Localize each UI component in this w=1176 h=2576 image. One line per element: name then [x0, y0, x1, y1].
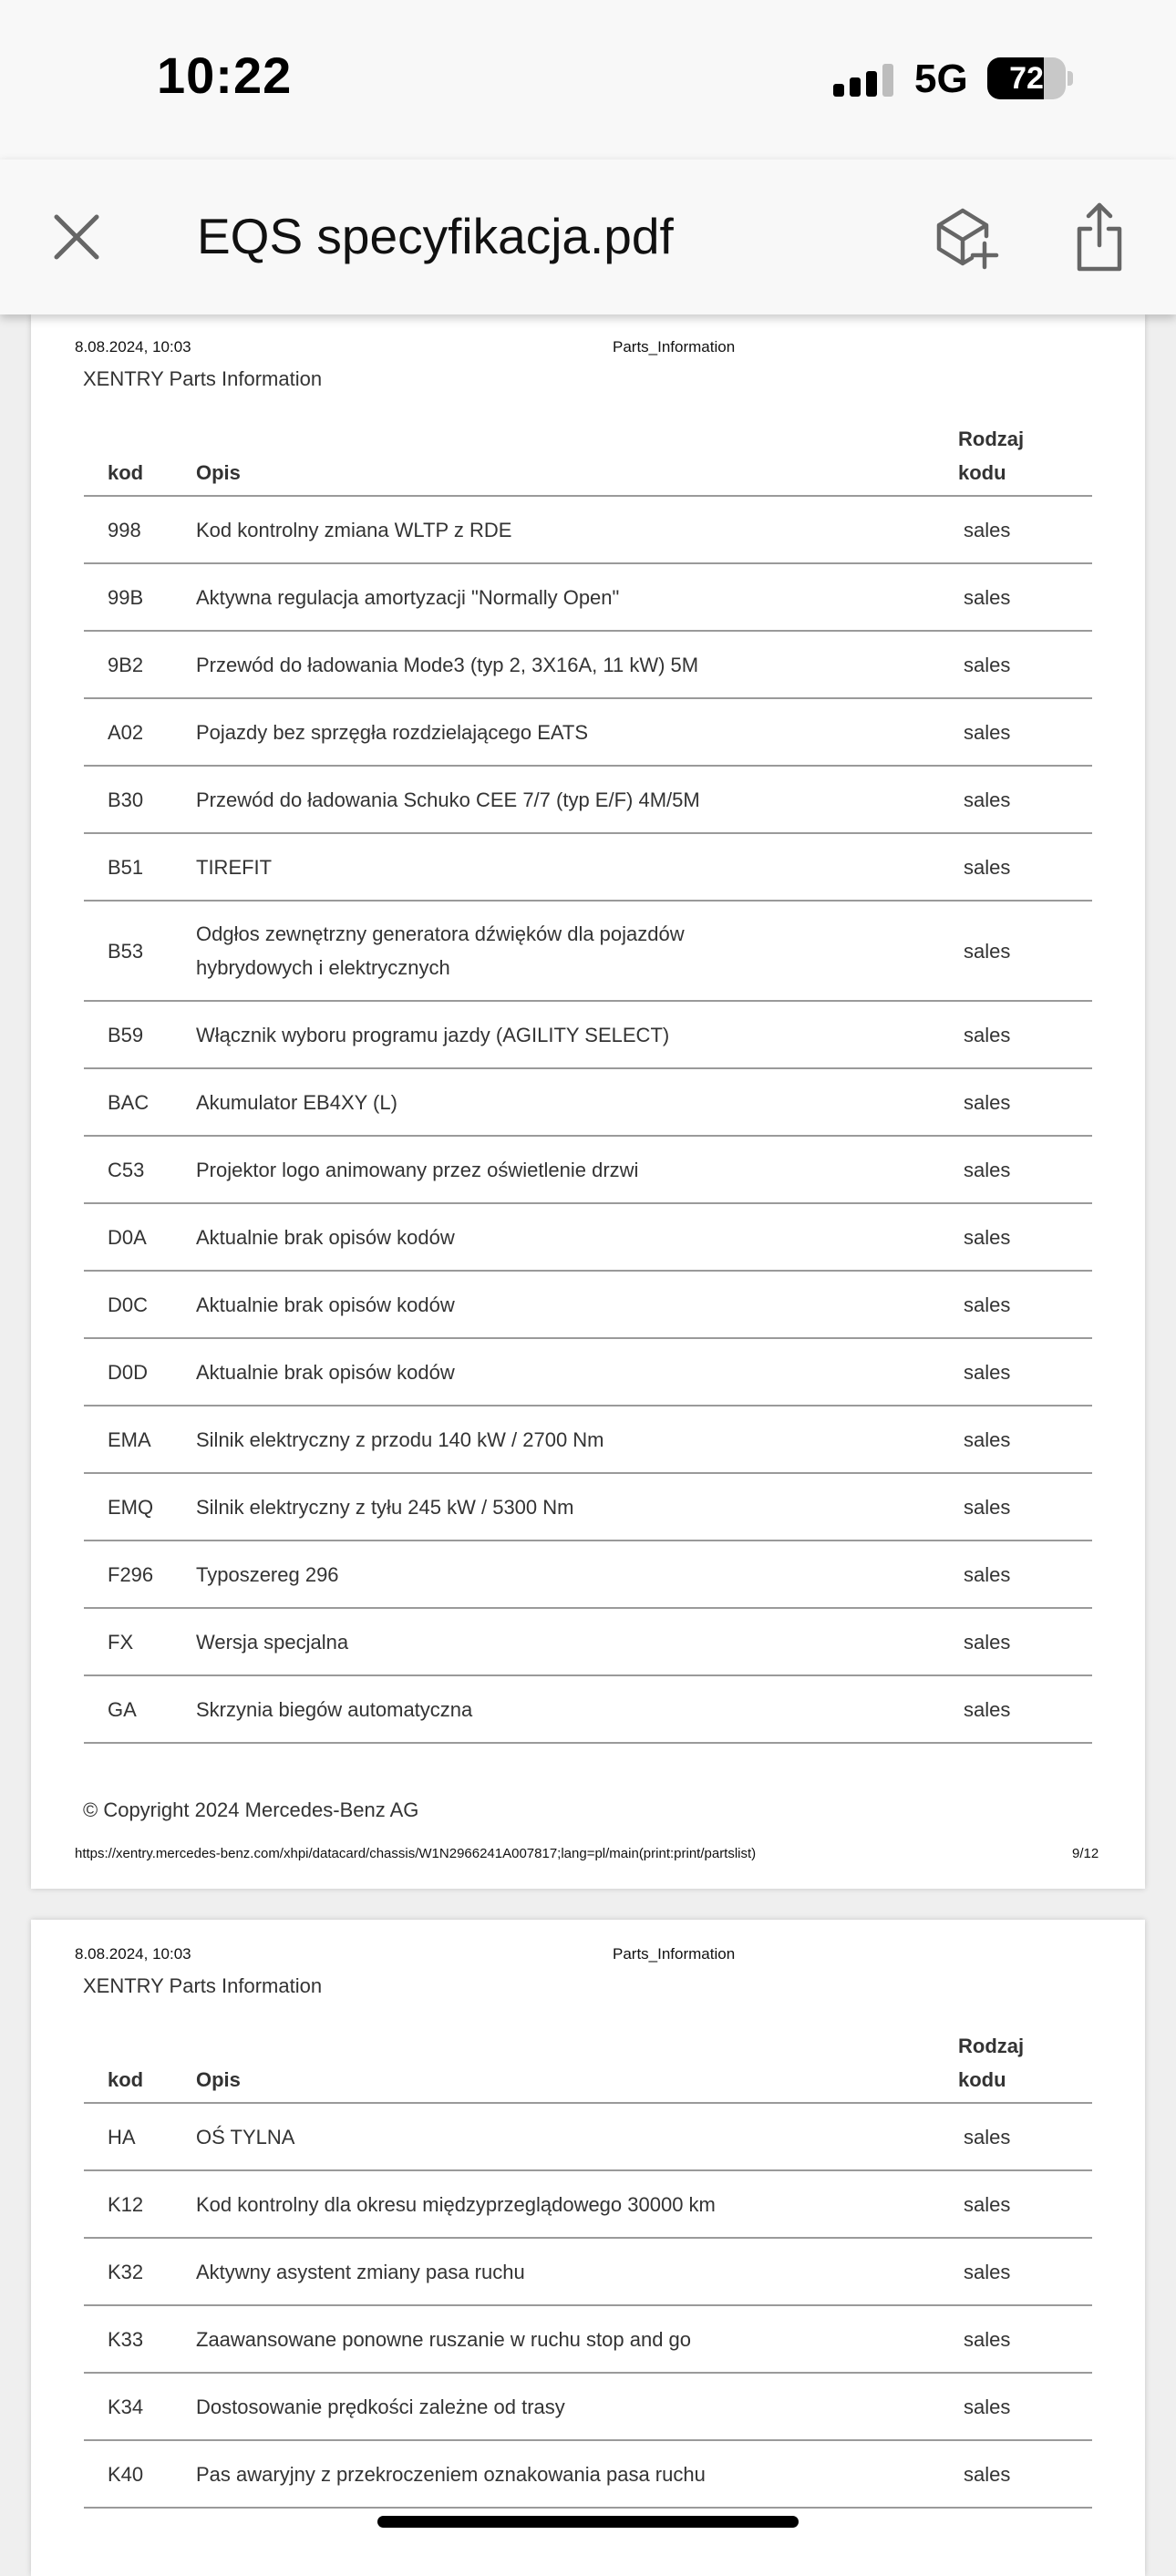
row-kod: B59 [84, 1001, 191, 1068]
row-kod: B30 [84, 766, 191, 833]
table-header-row [84, 2029, 1092, 2103]
row-kod: 9B2 [84, 631, 191, 698]
table-row [84, 1608, 1092, 1675]
row-kod: GA [84, 1675, 191, 1743]
row-rodzaj: sales [958, 2103, 1092, 2170]
row-opis: Aktualnie brak opisów kodów [191, 1203, 958, 1271]
row-rodzaj: sales [958, 563, 1092, 631]
row-opis: Aktywna regulacja amortyzacji "Normally Open" [191, 563, 958, 631]
row-rodzaj: sales [958, 2170, 1092, 2238]
pdf-page[interactable] [31, 1920, 1145, 2576]
row-rodzaj: sales [958, 1136, 1092, 1203]
row-kod: 998 [84, 496, 191, 563]
parts-table [84, 2029, 1092, 2509]
parts-table [84, 422, 1092, 1744]
row-rodzaj: sales [958, 1473, 1092, 1540]
row-kod: K34 [84, 2373, 191, 2440]
column-header-rodzaj [958, 2029, 1092, 2103]
row-opis: Odgłos zewnętrzny generatora dźwięków dla pojazdów hybrydowych i elektrycznych [191, 901, 958, 1001]
page-header-title: Parts_Information [613, 338, 736, 355]
status-time: 10:22 [157, 46, 293, 104]
table-row [84, 1001, 1092, 1068]
row-opis: Zaawansowane ponowne ruszanie w ruchu stop and go [191, 2305, 958, 2373]
table-row [84, 2373, 1092, 2440]
table-row [84, 496, 1092, 563]
row-kod: A02 [84, 698, 191, 766]
row-rodzaj: sales [958, 1608, 1092, 1675]
row-kod: K33 [84, 2305, 191, 2373]
row-opis: Kod kontrolny dla okresu międzyprzeglądowego 30000 km [191, 2170, 958, 2238]
row-rodzaj: sales [958, 1001, 1092, 1068]
row-opis: Przewód do ładowania Schuko CEE 7/7 (typ E/F) 4M/5M [191, 766, 958, 833]
page-header-date: 8.08.2024, 10:03 [75, 338, 191, 355]
row-opis: Akumulator EB4XY (L) [191, 1068, 958, 1136]
share-icon[interactable] [1072, 200, 1127, 273]
cellular-signal-icon [833, 64, 895, 97]
row-opis: Silnik elektryczny z przodu 140 kW / 2700 Nm [191, 1406, 958, 1473]
column-header-rodzaj-line1: Rodzaj [958, 2035, 1025, 2057]
row-rodzaj: sales [958, 766, 1092, 833]
row-opis: Skrzynia biegów automatyczna [191, 1675, 958, 1743]
table-row [84, 833, 1092, 901]
row-opis: Włącznik wyboru programu jazdy (AGILITY SELECT) [191, 1001, 958, 1068]
row-opis: OŚ TYLNA [191, 2103, 958, 2170]
row-kod: BAC [84, 1068, 191, 1136]
table-row [84, 631, 1092, 698]
battery-tip [1068, 71, 1073, 86]
row-rodzaj: sales [958, 1406, 1092, 1473]
page-heading: XENTRY Parts Information [83, 1974, 323, 1997]
row-opis: Pas awaryjny z przekroczeniem oznakowania pasa ruchu [191, 2440, 958, 2508]
row-opis: Wersja specjalna [191, 1608, 958, 1675]
column-header-rodzaj-line2: kodu [958, 2068, 1006, 2091]
table-row [84, 1136, 1092, 1203]
row-rodzaj: sales [958, 1271, 1092, 1338]
table-row [84, 2170, 1092, 2238]
table-row [84, 1473, 1092, 1540]
row-kod: C53 [84, 1136, 191, 1203]
status-bar [0, 0, 1176, 160]
row-kod: EMQ [84, 1473, 191, 1540]
row-kod: K32 [84, 2238, 191, 2305]
row-rodzaj: sales [958, 1540, 1092, 1608]
row-kod: D0A [84, 1203, 191, 1271]
pdf-page[interactable] [31, 314, 1145, 1889]
table-row [84, 1271, 1092, 1338]
close-icon[interactable] [49, 210, 104, 264]
column-header-rodzaj-line1: Rodzaj [958, 428, 1025, 450]
row-rodzaj: sales [958, 631, 1092, 698]
row-opis: Aktywny asystent zmiany pasa ruchu [191, 2238, 958, 2305]
row-opis: Typoszereg 296 [191, 1540, 958, 1608]
row-opis: Pojazdy bez sprzęgła rozdzielającego EATS [191, 698, 958, 766]
table-row [84, 2305, 1092, 2373]
table-row [84, 563, 1092, 631]
row-kod: K12 [84, 2170, 191, 2238]
row-opis: Aktualnie brak opisów kodów [191, 1338, 958, 1406]
page-footer-url: https://xentry.mercedes-benz.com/xhpi/datacard/chassis/W1N2966241A007817;lang=pl/main(print:print/partslist) [75, 1846, 757, 1861]
row-rodzaj: sales [958, 2305, 1092, 2373]
row-rodzaj: sales [958, 2373, 1092, 2440]
row-rodzaj: sales [958, 833, 1092, 901]
table-row [84, 1675, 1092, 1743]
table-row [84, 1406, 1092, 1473]
row-rodzaj: sales [958, 2238, 1092, 2305]
home-indicator[interactable] [377, 2516, 799, 2528]
table-row [84, 2238, 1092, 2305]
row-kod: B51 [84, 833, 191, 901]
row-opis: TIREFIT [191, 833, 958, 901]
row-kod: 99B [84, 563, 191, 631]
table-row [84, 1068, 1092, 1136]
table-row [84, 1540, 1092, 1608]
table-row [84, 1338, 1092, 1406]
column-header-rodzaj-line2: kodu [958, 461, 1006, 484]
row-kod: FX [84, 1608, 191, 1675]
column-header-kod: kod [84, 422, 191, 496]
row-kod: F296 [84, 1540, 191, 1608]
column-header-rodzaj [958, 422, 1092, 496]
row-rodzaj: sales [958, 1338, 1092, 1406]
row-opis: Silnik elektryczny z tyłu 245 kW / 5300 Nm [191, 1473, 958, 1540]
row-kod: D0C [84, 1271, 191, 1338]
row-kod: EMA [84, 1406, 191, 1473]
row-opis: Projektor logo animowany przez oświetlenie drzwi [191, 1136, 958, 1203]
row-kod: HA [84, 2103, 191, 2170]
row-opis: Przewód do ładowania Mode3 (typ 2, 3X16A, 11 kW) 5M [191, 631, 958, 698]
column-header-kod: kod [84, 2029, 191, 2103]
row-kod: D0D [84, 1338, 191, 1406]
markup-add-icon[interactable] [932, 203, 1001, 273]
page-header-title: Parts_Information [613, 1945, 736, 1963]
document-toolbar [0, 160, 1176, 314]
page-number: 9/12 [1072, 1846, 1099, 1861]
table-row [84, 2440, 1092, 2508]
table-row [84, 2103, 1092, 2170]
row-rodzaj: sales [958, 1068, 1092, 1136]
row-rodzaj: sales [958, 1203, 1092, 1271]
battery-percent: 72 [1009, 61, 1044, 96]
page-header-date: 8.08.2024, 10:03 [75, 1945, 191, 1963]
page-heading: XENTRY Parts Information [83, 367, 323, 390]
table-header-row [84, 422, 1092, 496]
table-row [84, 698, 1092, 766]
table-row [84, 1203, 1092, 1271]
copyright-text: © Copyright 2024 Mercedes-Benz AG [83, 1798, 419, 1821]
row-kod: K40 [84, 2440, 191, 2508]
row-rodzaj: sales [958, 1675, 1092, 1743]
column-header-opis: Opis [191, 2029, 958, 2103]
row-rodzaj: sales [958, 496, 1092, 563]
battery-icon [987, 57, 1066, 99]
row-rodzaj: sales [958, 2440, 1092, 2508]
row-rodzaj: sales [958, 901, 1092, 1001]
row-opis: Aktualnie brak opisów kodów [191, 1271, 958, 1338]
network-type: 5G [914, 57, 968, 101]
row-kod: B53 [84, 901, 191, 1001]
table-row [84, 766, 1092, 833]
table-row [84, 901, 1092, 1001]
row-opis: Kod kontrolny zmiana WLTP z RDE [191, 496, 958, 563]
document-title: EQS specyfikacja.pdf [197, 208, 674, 264]
row-rodzaj: sales [958, 698, 1092, 766]
row-opis: Dostosowanie prędkości zależne od trasy [191, 2373, 958, 2440]
column-header-opis: Opis [191, 422, 958, 496]
